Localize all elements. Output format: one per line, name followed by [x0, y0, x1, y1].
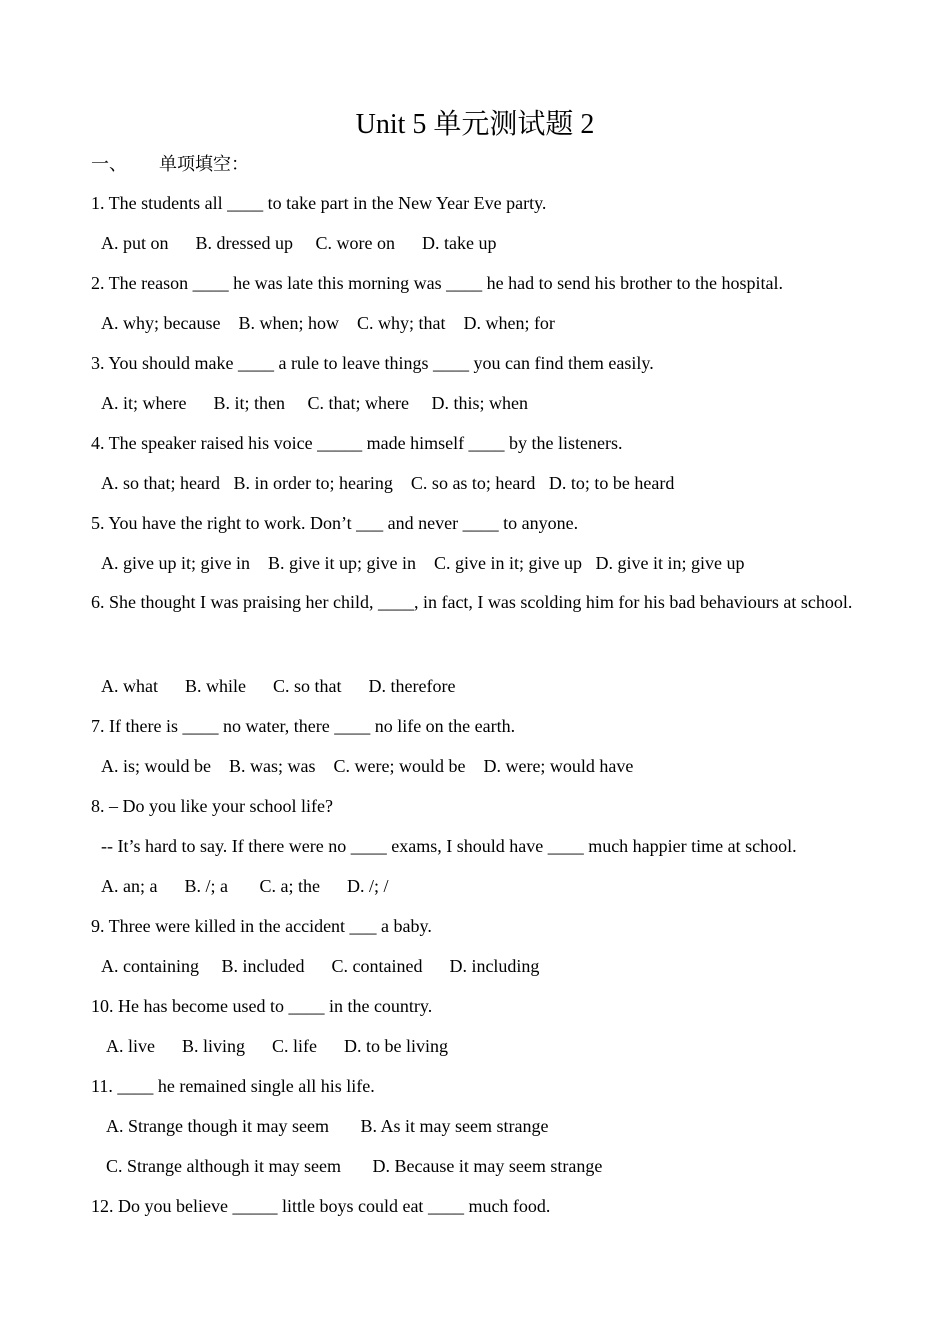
question-2: 2. The reason ____ he was late this morning was ____ he had to send his brother to the hospital. — [91, 273, 784, 293]
question-8: 8. – Do you like your school life? — [91, 796, 333, 816]
question-5: 5. You have the right to work. Don’t ___ and never ____ to anyone. — [91, 513, 579, 533]
question-9: 9. Three were killed in the accident ___ a baby. — [91, 916, 432, 936]
question-8-options: A. an; a B. /; a C. a; the D. /; / — [101, 876, 389, 896]
question-1: 1. The students all ____ to take part in the New Year Eve party. — [91, 193, 547, 213]
question-11: 11. ____ he remained single all his life. — [91, 1076, 375, 1096]
question-5-options: A. give up it; give in B. give it up; give in C. give in it; give up D. give it in; give up — [101, 553, 745, 573]
question-4-options: A. so that; heard B. in order to; hearing C. so as to; heard D. to; to be heard — [101, 473, 675, 493]
question-11-options-row-1: A. Strange though it may seem B. As it may seem strange — [106, 1116, 549, 1136]
question-3-options: A. it; where B. it; then C. that; where D. this; when — [101, 393, 528, 413]
question-12: 12. Do you believe _____ little boys could eat ____ much food. — [91, 1196, 551, 1216]
question-8-reply: -- It’s hard to say. If there were no ____ exams, I should have ____ much happier time at school. — [101, 836, 797, 856]
question-7-options: A. is; would be B. was; was C. were; would be D. were; would have — [101, 756, 634, 776]
question-6: 6. She thought I was praising her child, ____, in fact, I was scolding him for his bad behaviours at school. — [91, 592, 853, 612]
question-3: 3. You should make ____ a rule to leave things ____ you can find them easily. — [91, 353, 654, 373]
section-label: 单项填空： — [159, 154, 249, 174]
section-heading — [91, 152, 249, 176]
question-1-options: A. put on B. dressed up C. wore on D. take up — [101, 233, 497, 253]
question-7: 7. If there is ____ no water, there ____ no life on the earth. — [91, 716, 516, 736]
question-11-options-row-2: C. Strange although it may seem D. Because it may seem strange — [106, 1156, 603, 1176]
section-number: 一、 — [91, 154, 127, 174]
question-9-options: A. containing B. included C. contained D. including — [101, 956, 540, 976]
question-10: 10. He has become used to ____ in the country. — [91, 996, 433, 1016]
page-title: Unit 5 单元测试题 2 — [355, 109, 595, 140]
question-6-options: A. what B. while C. so that D. therefore — [101, 676, 456, 696]
question-4: 4. The speaker raised his voice _____ made himself ____ by the listeners. — [91, 433, 623, 453]
question-10-options: A. live B. living C. life D. to be living — [106, 1036, 448, 1056]
question-2-options: A. why; because B. when; how C. why; that D. when; for — [101, 313, 555, 333]
